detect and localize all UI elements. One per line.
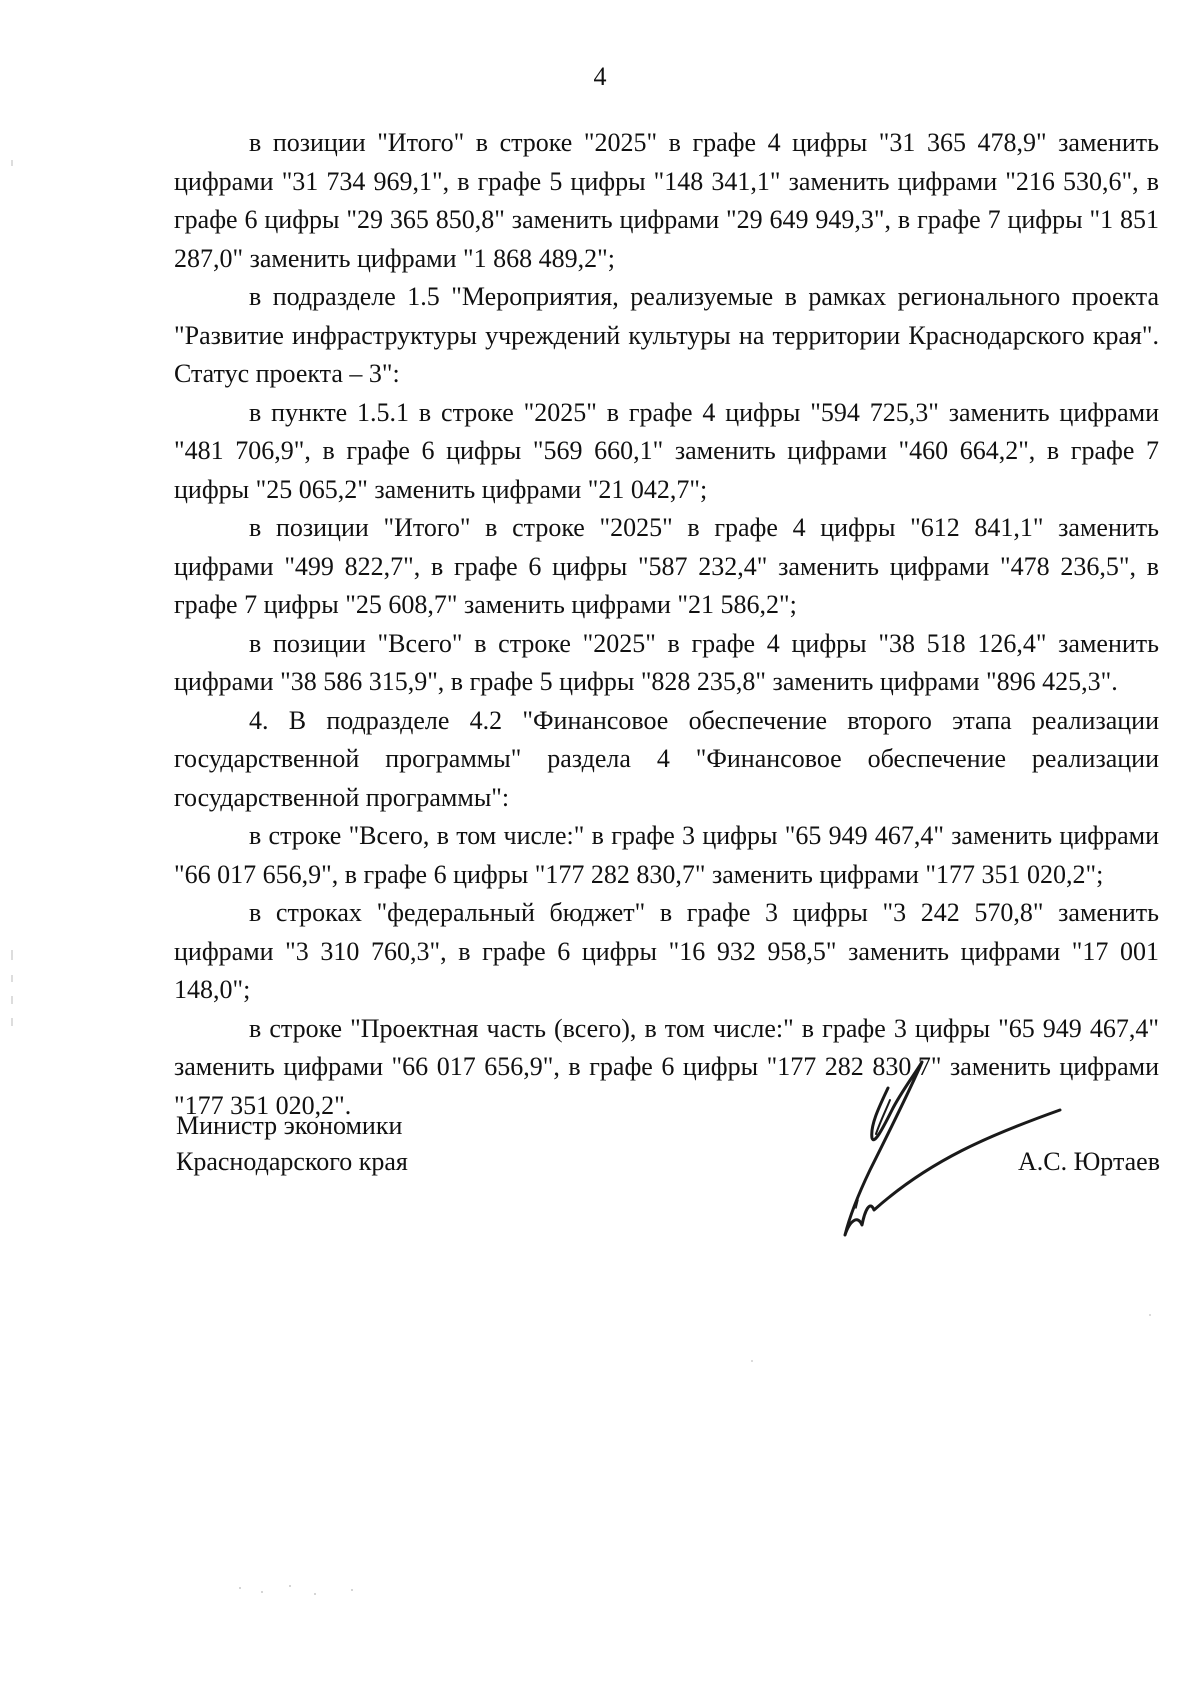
- paragraph: в строках "федеральный бюджет" в графе 3 цифры "3 242 570,8" заменить цифрами "3 310 760,3", в графе 6 цифры "16 932 958,5" заменить цифрами "17 001 148,0";: [174, 898, 1159, 1004]
- paragraph: в строке "Проектная часть (всего), в том числе:" в графе 3 цифры "65 949 467,4" заменить цифрами "66 017 656,9", в графе 6 цифры "177 282 830,7" заменить цифрами "177 351 020,2".: [174, 1013, 1159, 1120]
- handwritten-signature: [810, 1050, 1070, 1250]
- paragraph: в позиции "Итого" в строке "2025" в графе 4 цифры "612 841,1" заменить цифрами "499 822,7", в графе 6 цифры "587 232,4" заменить цифрами "478 236,5", в графе 7 цифры "25 608,7" заменить цифрами "21 586,2";: [174, 513, 1159, 619]
- signatory-position: [176, 1108, 408, 1180]
- paragraph: 4. В подразделе 4.2 "Финансовое обеспечение второго этапа реализации государственной программы" раздела 4 "Финансовое обеспечение реализации государственной программы":: [174, 705, 1159, 812]
- signatory-position-line-2: Краснодарского края: [176, 1147, 408, 1176]
- paragraph: в подразделе 1.5 "Мероприятия, реализуемые в рамках регионального проекта "Развитие инфраструктуры учреждений культуры на территории Краснодарского края". Статус проекта – 3":: [174, 282, 1159, 388]
- paragraph: в позиции "Итого" в строке "2025" в графе 4 цифры "31 365 478,9" заменить цифрами "31 734 969,1", в графе 5 цифры "148 341,1" заменить цифрами "216 530,6", в графе 6 цифры "29 365 850,8" заменить цифрами "29 649 949,3", в графе 7 цифры "1 851 287,0" заменить цифрами "1 868 489,2";: [174, 128, 1159, 273]
- document-body: [174, 124, 1159, 1125]
- paragraph: в строке "Всего, в том числе:" в графе 3 цифры "65 949 467,4" заменить цифрами "66 017 656,9", в графе 6 цифры "177 282 830,7" заменить цифрами "177 351 020,2";: [174, 821, 1159, 889]
- scan-margin-marks: [8, 160, 16, 1060]
- signatory-position-line-1: Министр экономики: [176, 1111, 403, 1140]
- signatory-name: А.С. Юртаев: [1017, 1147, 1160, 1176]
- paragraph: в пункте 1.5.1 в строке "2025" в графе 4 цифры "594 725,3" заменить цифрами "481 706,9", в графе 6 цифры "569 660,1" заменить цифрами "460 664,2", в графе 7 цифры "25 065,2" заменить цифрами "21 042,7";: [174, 397, 1159, 504]
- page-number: 4: [593, 62, 607, 91]
- paragraph: в позиции "Всего" в строке "2025" в графе 4 цифры "38 518 126,4" заменить цифрами "38 586 315,9", в графе 5 цифры "828 235,8" заменить цифрами "896 425,3".: [174, 628, 1159, 696]
